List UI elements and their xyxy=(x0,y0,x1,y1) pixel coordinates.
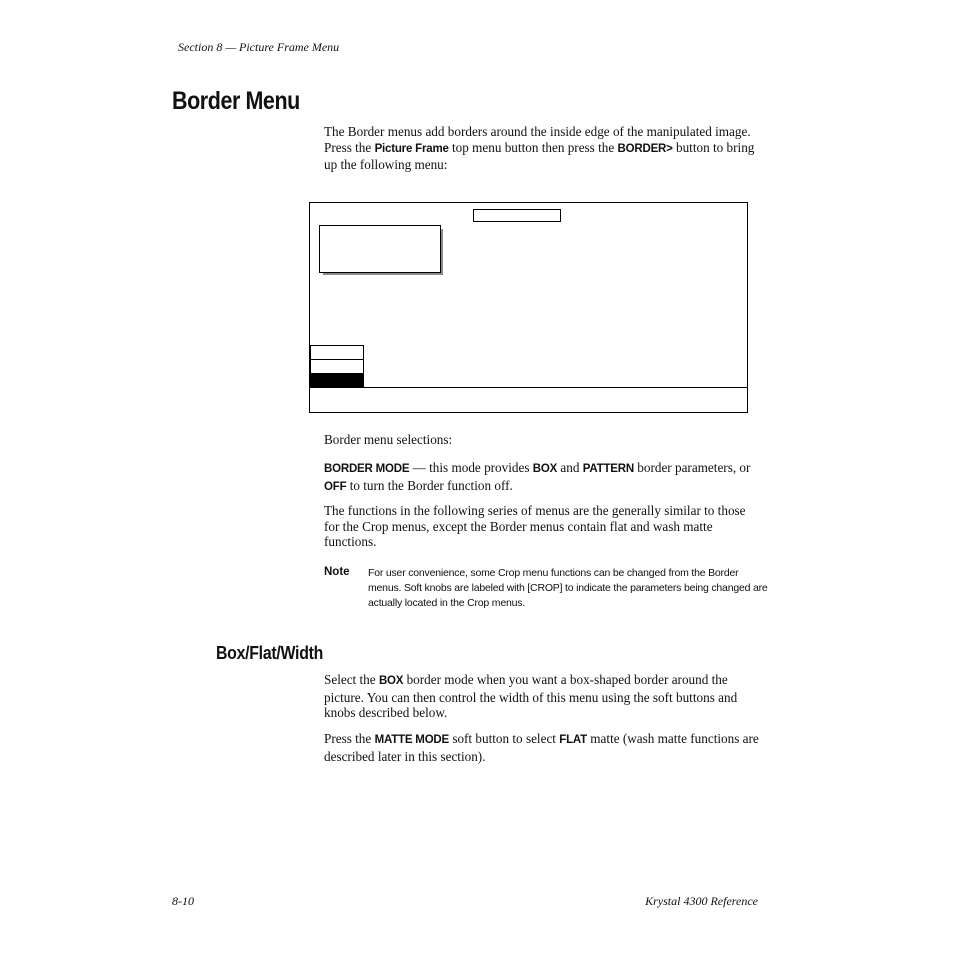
menu-title-box xyxy=(473,209,561,222)
running-head: Section 8 — Picture Frame Menu xyxy=(178,40,340,54)
intro-paragraph: The Border menus add borders around the inside edge of the manipulated image. Press the Picture Frame top menu button then press the BORDER> button to bring up the following menu: xyxy=(324,124,755,172)
selections-label: Border menu selections: xyxy=(324,432,453,447)
box-paragraph: Select the BOX border mode when you want a box-shaped border around the picture. You can then control the width of this menu using the soft buttons and knobs described below. xyxy=(324,672,738,720)
off-command: OFF xyxy=(324,480,347,493)
box-mode-command: BOX xyxy=(378,675,404,687)
page-number: 8-10 xyxy=(172,894,194,908)
soft-button-3-selected xyxy=(310,373,364,388)
picture-frame-command: Picture Frame xyxy=(374,142,449,155)
box-command: BOX xyxy=(532,463,558,475)
page-title: Border Menu xyxy=(172,87,300,115)
menu-divider xyxy=(310,387,747,388)
book-title: Krystal 4300 Reference xyxy=(645,894,758,908)
border-command: BORDER> xyxy=(617,142,673,155)
menu-panel xyxy=(319,225,441,273)
border-mode-command: BORDER MODE xyxy=(324,463,410,475)
matte-mode-command: MATTE MODE xyxy=(374,734,450,746)
matte-paragraph: Press the MATTE MODE soft button to select FLAT matte (wash matte functions are described later in this section). xyxy=(324,731,759,764)
border-mode-paragraph: BORDER MODE — this mode provides BOX and PATTERN border parameters, or OFF to turn the Border function off. xyxy=(324,460,751,493)
functions-paragraph: The functions in the following series of menus are the generally similar to those for the Crop menus, except the Border menus contain flat and wash matte functions. xyxy=(324,503,746,549)
soft-button-2 xyxy=(310,359,364,374)
note-text: For user convenience, some Crop menu functions can be changed from the Border menus. Soft knobs are labeled with [CROP] to indicate the parameters being changed are actually located in the Crop menus. xyxy=(368,567,768,609)
flat-command: FLAT xyxy=(559,734,587,746)
soft-button-1 xyxy=(310,345,364,360)
border-menu-diagram xyxy=(309,202,748,413)
pattern-command: PATTERN xyxy=(582,463,634,475)
note-label: Note xyxy=(324,566,350,578)
section-heading: Box/Flat/Width xyxy=(216,643,324,663)
